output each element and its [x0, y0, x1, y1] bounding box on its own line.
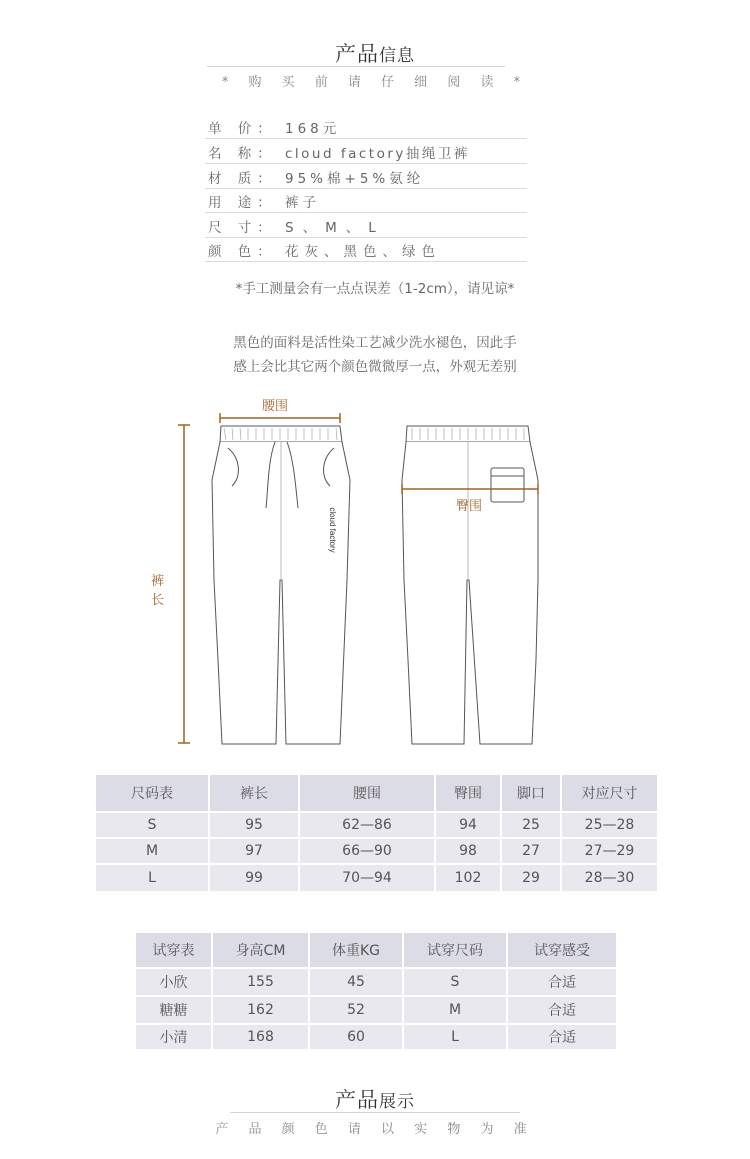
info-row-price [205, 114, 527, 139]
length-label-1: 裤 [151, 574, 165, 589]
weight-cell: 60 [310, 1025, 404, 1049]
table-row [96, 813, 657, 837]
size-table-header-cell: 臀围 [436, 775, 502, 811]
table-row [96, 839, 657, 863]
tester-cell: 小清 [136, 1025, 213, 1049]
length-indicator [178, 425, 190, 743]
info-label: 颜 色： [208, 244, 277, 260]
length-cell: 99 [210, 865, 300, 891]
size-cell: M [96, 839, 210, 863]
fit-size-cell: 25—28 [584, 817, 635, 833]
section-title-info [0, 38, 750, 68]
title-rest: 信息 [379, 46, 415, 66]
waist-cell: 62—86 [300, 813, 436, 837]
tester-cell: 糖糖 [136, 997, 213, 1023]
back-pants-drawing [402, 426, 538, 744]
table-row [136, 969, 616, 995]
trial-table-header-cell: 试穿感受 [534, 943, 590, 959]
info-row-usage [205, 188, 527, 213]
info-row-name [205, 139, 527, 164]
waist-cell: 66—90 [300, 839, 436, 863]
length-cell: 95 [210, 813, 300, 837]
length-cell: 97 [210, 839, 300, 863]
trial-table-header-cell: 试穿表 [136, 933, 213, 967]
title-rest: 展示 [379, 1092, 415, 1112]
pants-diagram [0, 380, 750, 760]
hip-cell: 94 [436, 813, 502, 837]
info-label: 尺 寸： [208, 220, 277, 236]
description-line-2: 感上会比其它两个颜色微微厚一点，外观无差别 [233, 359, 517, 375]
size-cell: S [96, 813, 210, 837]
fit-size-cell: 27—29 [584, 843, 635, 859]
feeling-cell: 合适 [548, 1003, 576, 1019]
info-label: 用 途： [208, 195, 277, 211]
size-table-header-cell: 尺码表 [96, 775, 210, 811]
info-value: cloud factory抽绳卫裤 [285, 146, 470, 162]
hem-cell: 27 [502, 839, 562, 863]
feeling-cell: 合适 [548, 1030, 576, 1046]
size-table-header-cell: 脚口 [502, 775, 562, 811]
hem-cell: 25 [502, 813, 562, 837]
hip-cell: 98 [436, 839, 502, 863]
table-row [136, 997, 616, 1023]
info-value: 花灰、黑色、绿色 [285, 244, 441, 260]
info-label: 名 称： [208, 146, 277, 162]
size-table-header-cell: 裤长 [210, 775, 300, 811]
info-value: 裤子 [285, 195, 320, 211]
weight-cell: 45 [310, 969, 404, 995]
feeling-cell: 合适 [548, 975, 576, 991]
height-cell: 155 [213, 969, 310, 995]
title-main: 产品 [335, 42, 379, 66]
info-value: 95%棉+5%氨纶 [285, 171, 425, 187]
section-title-display [0, 1084, 750, 1114]
measurement-note: *手工测量会有一点点误差（1-2cm），请见谅* [235, 281, 515, 297]
info-value: S、M、L [285, 220, 385, 236]
info-label: 材 质： [208, 171, 277, 187]
waist-label: 腰围 [262, 399, 289, 414]
trial-table-header-cell: 身高CM [213, 933, 310, 967]
trial-size-cell: S [404, 969, 508, 995]
divider [207, 66, 505, 67]
info-row-material [205, 164, 527, 189]
trial-table-header-cell: 试穿尺码 [404, 933, 508, 967]
height-cell: 162 [213, 997, 310, 1023]
size-table-header-cell: 对应尺寸 [581, 786, 638, 802]
height-cell: 168 [213, 1025, 310, 1049]
section-subtitle-display: 产 品 颜 色 请 以 实 物 为 准 [215, 1122, 535, 1137]
weight-cell: 52 [310, 997, 404, 1023]
hem-cell: 29 [502, 865, 562, 891]
info-row-size [205, 213, 527, 238]
waist-cell: 70—94 [300, 865, 436, 891]
fit-size-cell: 28—30 [584, 870, 635, 886]
length-label-2: 长 [151, 593, 165, 608]
title-main: 产品 [335, 1088, 379, 1112]
section-subtitle-info: * 购 买 前 请 仔 细 阅 读 * [221, 75, 529, 90]
size-table-header-cell: 腰围 [300, 775, 436, 811]
brand-text: cloud factory [328, 507, 337, 553]
waist-indicator [220, 413, 340, 423]
size-table-header [96, 775, 657, 811]
info-label: 单 价： [208, 121, 277, 137]
trial-size-cell: M [404, 997, 508, 1023]
hip-cell: 102 [436, 865, 502, 891]
info-value: 168元 [285, 121, 341, 137]
description-line-1: 黑色的面料是活性染工艺减少洗水褪色，因此手 [233, 335, 517, 351]
table-row [136, 1025, 616, 1049]
trial-table-header-cell: 体重KG [310, 933, 404, 967]
info-row-color [205, 237, 527, 262]
divider [230, 1112, 520, 1113]
trial-size-cell: L [404, 1025, 508, 1049]
front-pants-drawing [212, 426, 350, 744]
trial-table-header [136, 933, 616, 967]
size-cell: L [96, 865, 210, 891]
table-row [96, 865, 657, 891]
hip-label: 臀围 [456, 499, 483, 514]
tester-cell: 小欣 [136, 969, 213, 995]
